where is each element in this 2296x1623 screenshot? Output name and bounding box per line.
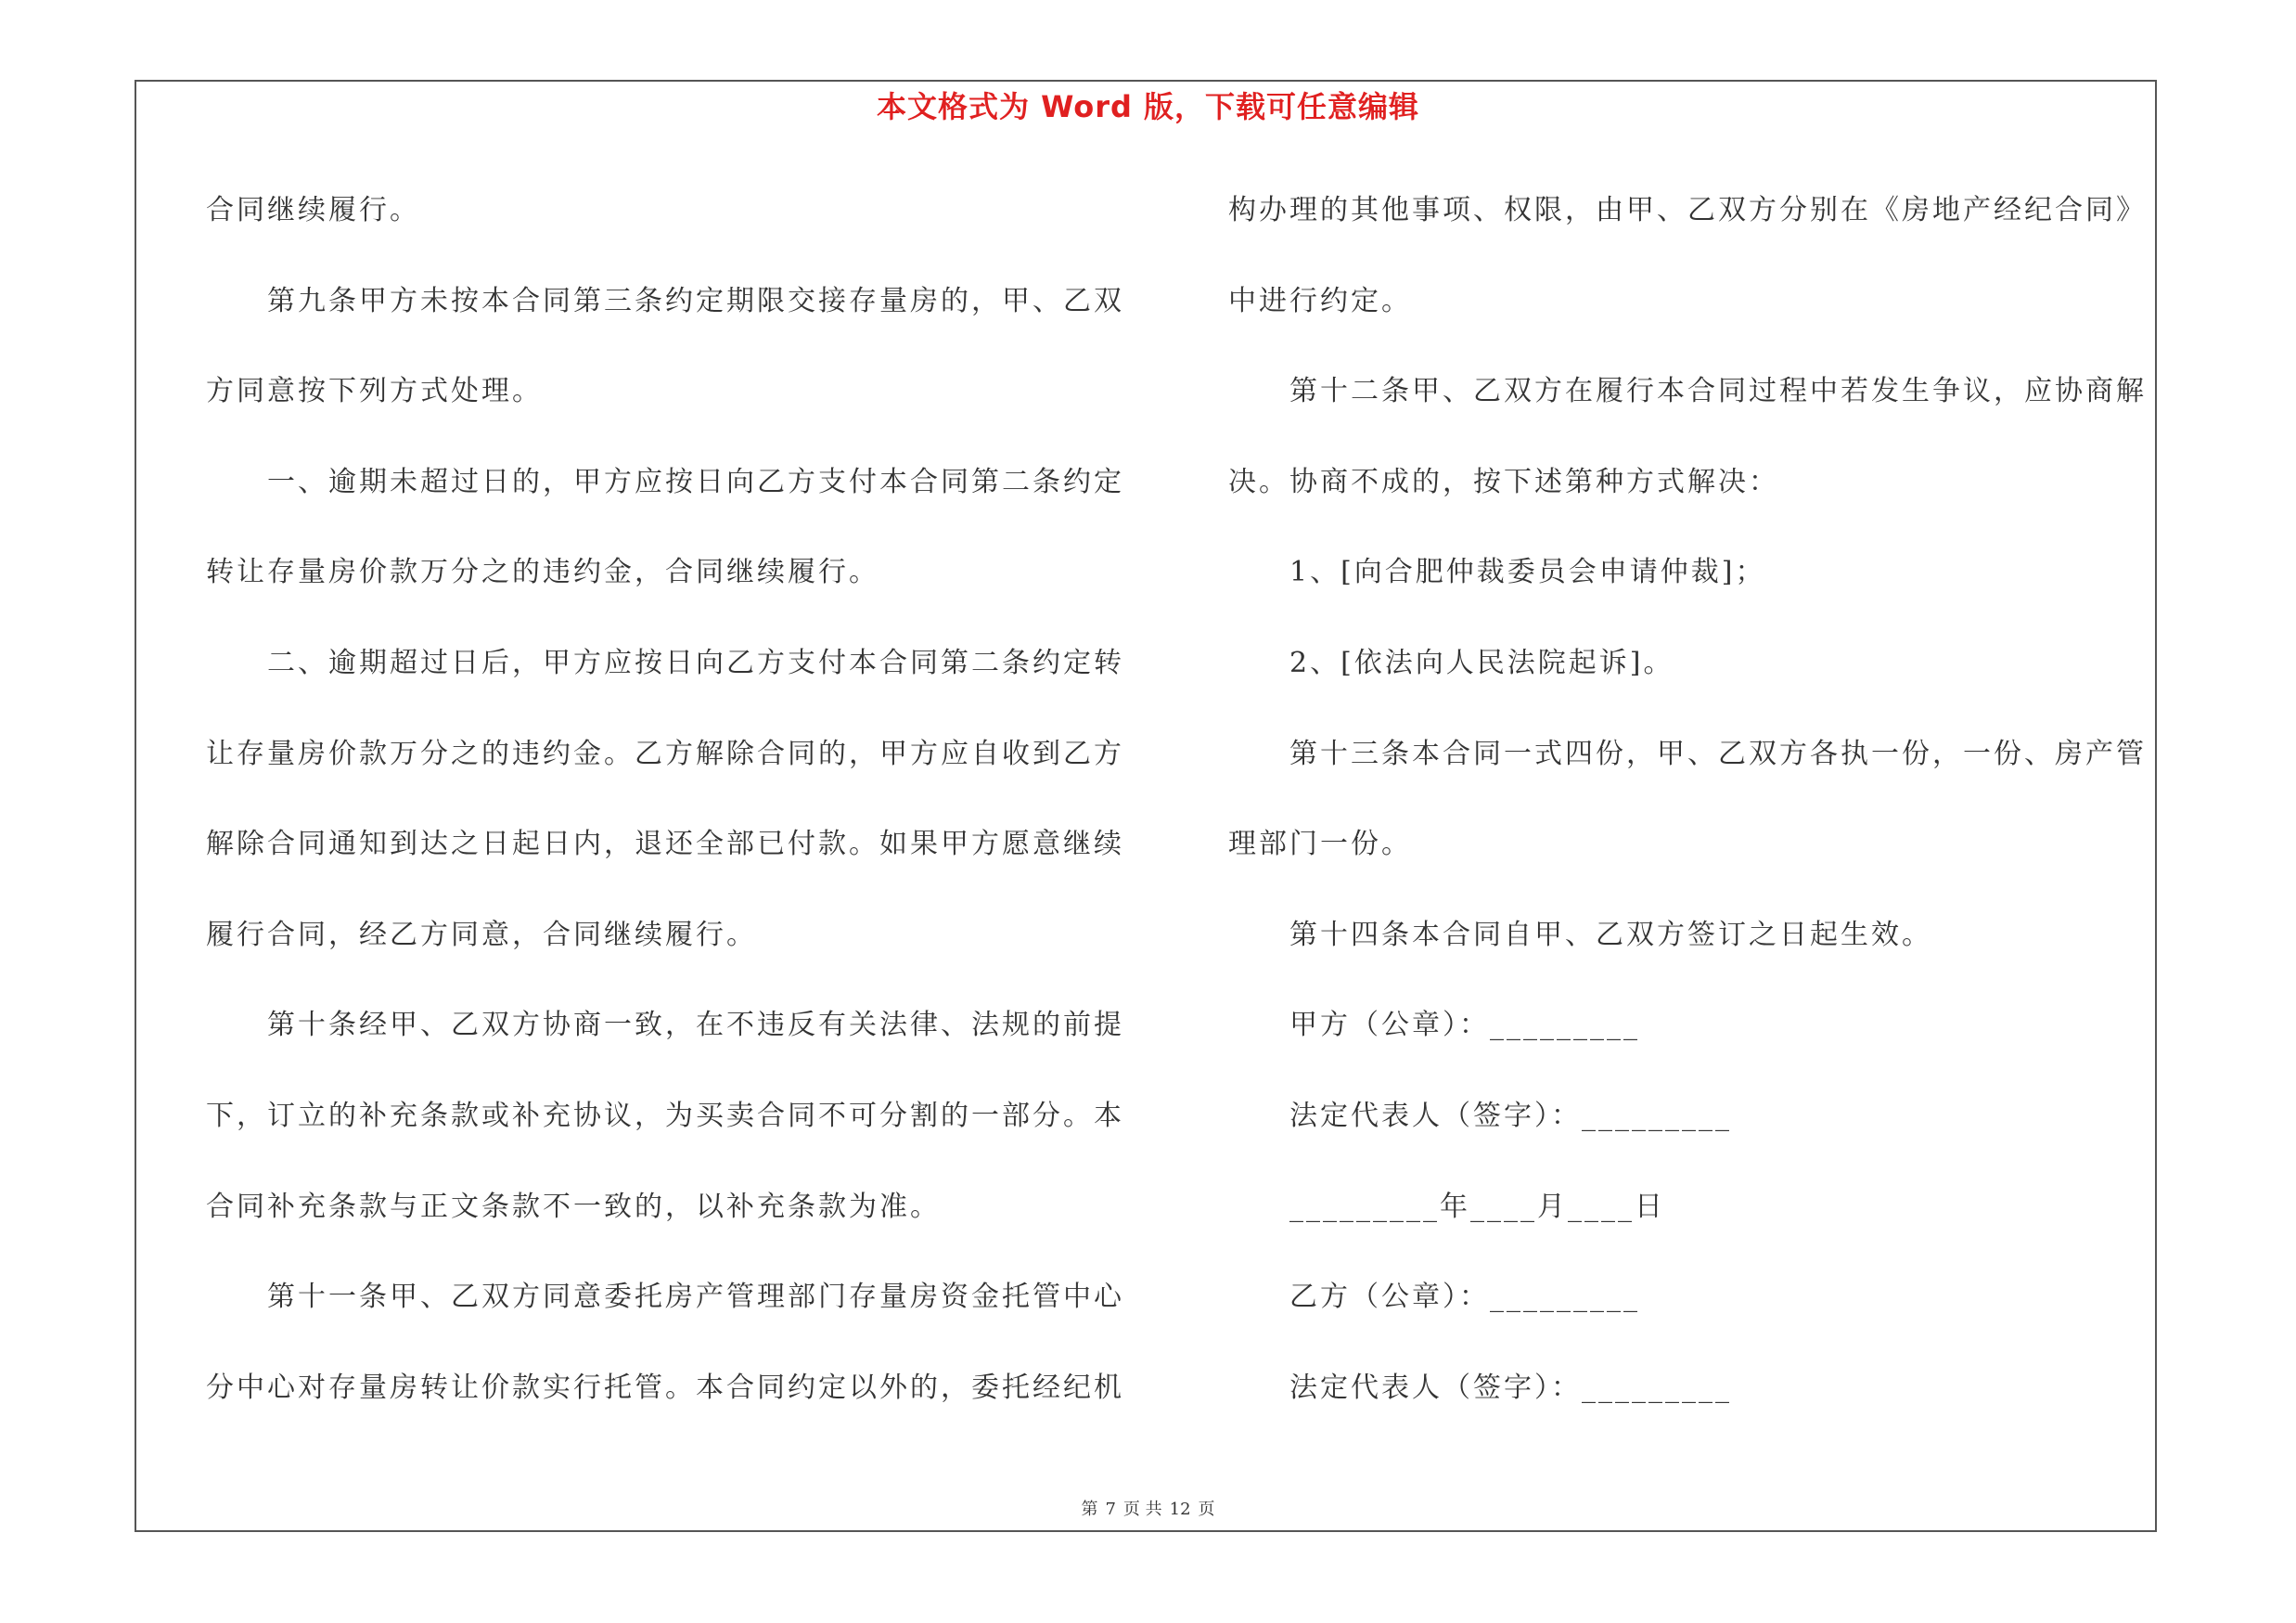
text-line: 第十四条本合同自甲、乙双方签订之日起生效。 (1289, 918, 1932, 951)
text-line: 一、逾期未超过日的，甲方应按日向乙方支付本合同第二条约定 (267, 465, 1124, 498)
text-line: 分中心对存量房转让价款实行托管。本合同约定以外的，委托经纪机 (206, 1371, 1124, 1404)
text-line: 转让存量房价款万分之的违约金，合同继续履行。 (206, 556, 879, 589)
text-line: 法定代表人（签字）：_________ (1289, 1371, 1732, 1404)
text-line: 乙方（公章）：_________ (1289, 1281, 1640, 1314)
text-line: 合同继续履行。 (206, 194, 420, 226)
text-line: 法定代表人（签字）：_________ (1289, 1099, 1732, 1132)
format-banner: 本文格式为 Word 版，下载可任意编辑 (876, 89, 1420, 124)
footer-suffix: 页 (1198, 1500, 1215, 1519)
footer-page-number: 7 (1105, 1500, 1116, 1519)
text-line: 下，订立的补充条款或补充协议，为买卖合同不可分割的一部分。本 (206, 1099, 1124, 1132)
text-line: 第十三条本合同一式四份，甲、乙双方各执一份，一份、房产管 (1289, 737, 2147, 770)
text-line: 第九条甲方未按本合同第三条约定期限交接存量房的，甲、乙双 (267, 284, 1124, 317)
text-line: 构办理的其他事项、权限，由甲、乙双方分别在《房地产经纪合同》 (1228, 194, 2147, 226)
text-line: 二、逾期超过日后，甲方应按日向乙方支付本合同第二条约定转 (267, 646, 1124, 679)
right-column (1228, 184, 2174, 1451)
text-line: 理部门一份。 (1228, 828, 1412, 861)
text-line: 合同补充条款与正文条款不一致的，以补充条款为准。 (206, 1190, 941, 1223)
text-line: 履行合同，经乙方同意，合同继续履行。 (206, 918, 757, 951)
text-line: 第十二条甲、乙双方在履行本合同过程中若发生争议，应协商解 (1289, 375, 2147, 408)
text-line: 方同意按下列方式处理。 (206, 375, 543, 408)
text-line: 第十一条甲、乙双方同意委托房产管理部门存量房资金托管中心 (267, 1281, 1124, 1314)
text-line: 让存量房价款万分之的违约金。乙方解除合同的，甲方应自收到乙方 (206, 737, 1124, 770)
text-line: _________年____月____日 (1289, 1190, 1665, 1223)
text-line: 第十条经甲、乙双方协商一致，在不违反有关法律、法规的前提 (267, 1009, 1124, 1042)
footer-middle: 页 共 (1122, 1500, 1162, 1519)
text-line: 解除合同通知到达之日起日内，退还全部已付款。如果甲方愿意继续 (206, 828, 1124, 861)
page-footer (0, 1496, 2296, 1520)
text-line: 甲方（公章）：_________ (1289, 1009, 1640, 1042)
footer-total-pages: 12 (1169, 1500, 1191, 1519)
text-line: 2、[依法向人民法院起诉]。 (1289, 646, 1674, 679)
text-line: 决。协商不成的，按下述第种方式解决： (1228, 465, 1779, 498)
text-line: 1、[向合肥仲裁委员会申请仲裁]； (1289, 556, 1766, 589)
footer-prefix: 第 (1081, 1500, 1098, 1519)
left-column (206, 184, 1134, 1451)
text-line: 中进行约定。 (1228, 284, 1412, 317)
